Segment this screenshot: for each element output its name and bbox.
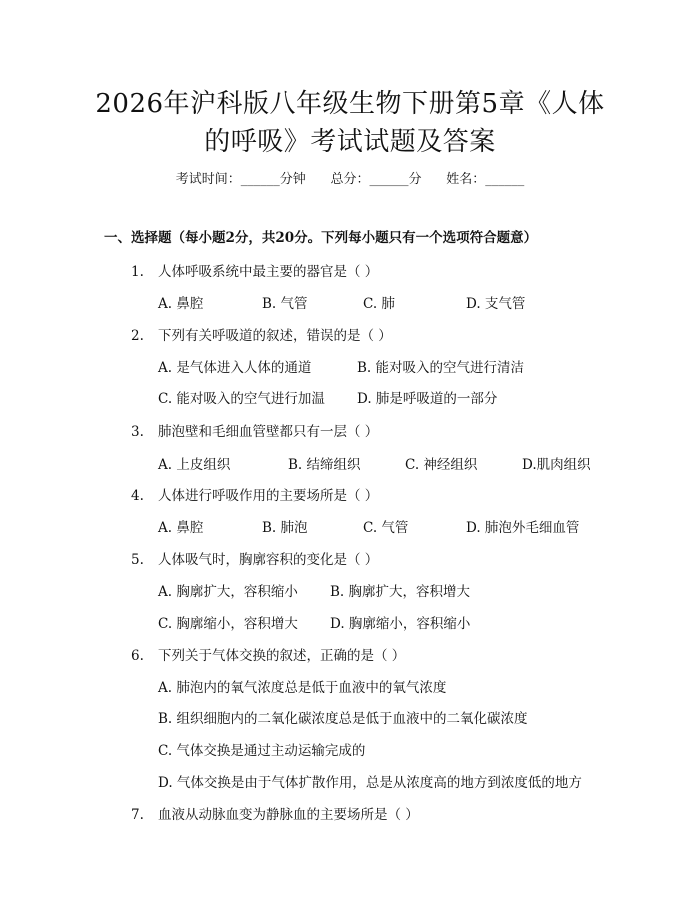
option-c: C. 神经组织 (405, 457, 478, 473)
question-6 (131, 644, 405, 664)
question-number: 6. (131, 648, 144, 664)
exam-info-line: 考试时间：______分钟 总分：______分 姓名：______ (175, 172, 525, 187)
option-b: B. 气管 (262, 296, 308, 312)
option-c: C. 肺 (363, 296, 395, 312)
question-number: 1. (131, 264, 144, 280)
question-number: 3. (131, 424, 144, 440)
option-c: C. 气管 (363, 520, 409, 536)
question-text: 人体呼吸系统中最主要的器官是（ ） (158, 264, 379, 280)
option-a: A. 鼻腔 (158, 520, 204, 536)
question-number: 7. (131, 807, 144, 823)
question-1 (131, 260, 378, 280)
option-d: D.肌肉组织 (522, 457, 591, 473)
option-d: D. 肺泡外毛细血管 (466, 520, 580, 536)
question-4 (131, 484, 378, 504)
question-text: 人体吸气时，胸廓容积的变化是（ ） (158, 552, 379, 568)
option-c: C. 胸廓缩小，容积增大 (158, 616, 298, 632)
question-text: 人体进行呼吸作用的主要场所是（ ） (158, 488, 379, 504)
title-line-1: 2026年沪科版八年级生物下册第5章《人体 (95, 89, 605, 119)
option-a: A. 是气体进入人体的通道 (158, 360, 312, 376)
option-d: D. 肺是呼吸道的一部分 (357, 391, 498, 407)
question-number: 5. (131, 552, 144, 568)
option-d: D. 气体交换是由于气体扩散作用，总是从浓度高的地方到浓度低的地方 (158, 775, 582, 791)
option-a: A. 胸廓扩大，容积缩小 (158, 584, 298, 600)
option-a: A. 鼻腔 (158, 296, 204, 312)
option-a: A. 上皮组织 (158, 457, 231, 473)
question-5 (131, 548, 378, 568)
question-number: 4. (131, 488, 144, 504)
option-c: C. 气体交换是通过主动运输完成的 (158, 743, 366, 759)
question-text: 下列关于气体交换的叙述，正确的是（ ） (158, 648, 406, 664)
section-heading: 一、选择题（每小题2分，共20分。下列每小题只有一个选项符合题意） (104, 230, 538, 246)
question-7 (131, 803, 419, 823)
option-b: B. 组织细胞内的二氧化碳浓度总是低于血液中的二氧化碳浓度 (158, 711, 528, 727)
option-c: C. 能对吸入的空气进行加温 (158, 391, 325, 407)
option-b: B. 结缔组织 (288, 457, 361, 473)
question-2 (131, 324, 392, 344)
option-d: D. 支气管 (466, 296, 526, 312)
question-number: 2. (131, 328, 144, 344)
option-b: B. 能对吸入的空气进行清洁 (357, 360, 525, 376)
option-b: B. 肺泡 (262, 520, 308, 536)
question-text: 肺泡壁和毛细血管壁都只有一层（ ） (158, 424, 379, 440)
title-line-2: 的呼吸》考试试题及答案 (204, 127, 496, 157)
question-text: 下列有关呼吸道的叙述，错误的是（ ） (158, 328, 392, 344)
option-b: B. 胸廓扩大，容积增大 (330, 584, 471, 600)
option-a: A. 肺泡内的氧气浓度总是低于血液中的氧气浓度 (158, 680, 447, 696)
option-d: D. 胸廓缩小，容积缩小 (330, 616, 471, 632)
question-text: 血液从动脉血变为静脉血的主要场所是（ ） (158, 807, 419, 823)
question-3 (131, 420, 378, 440)
